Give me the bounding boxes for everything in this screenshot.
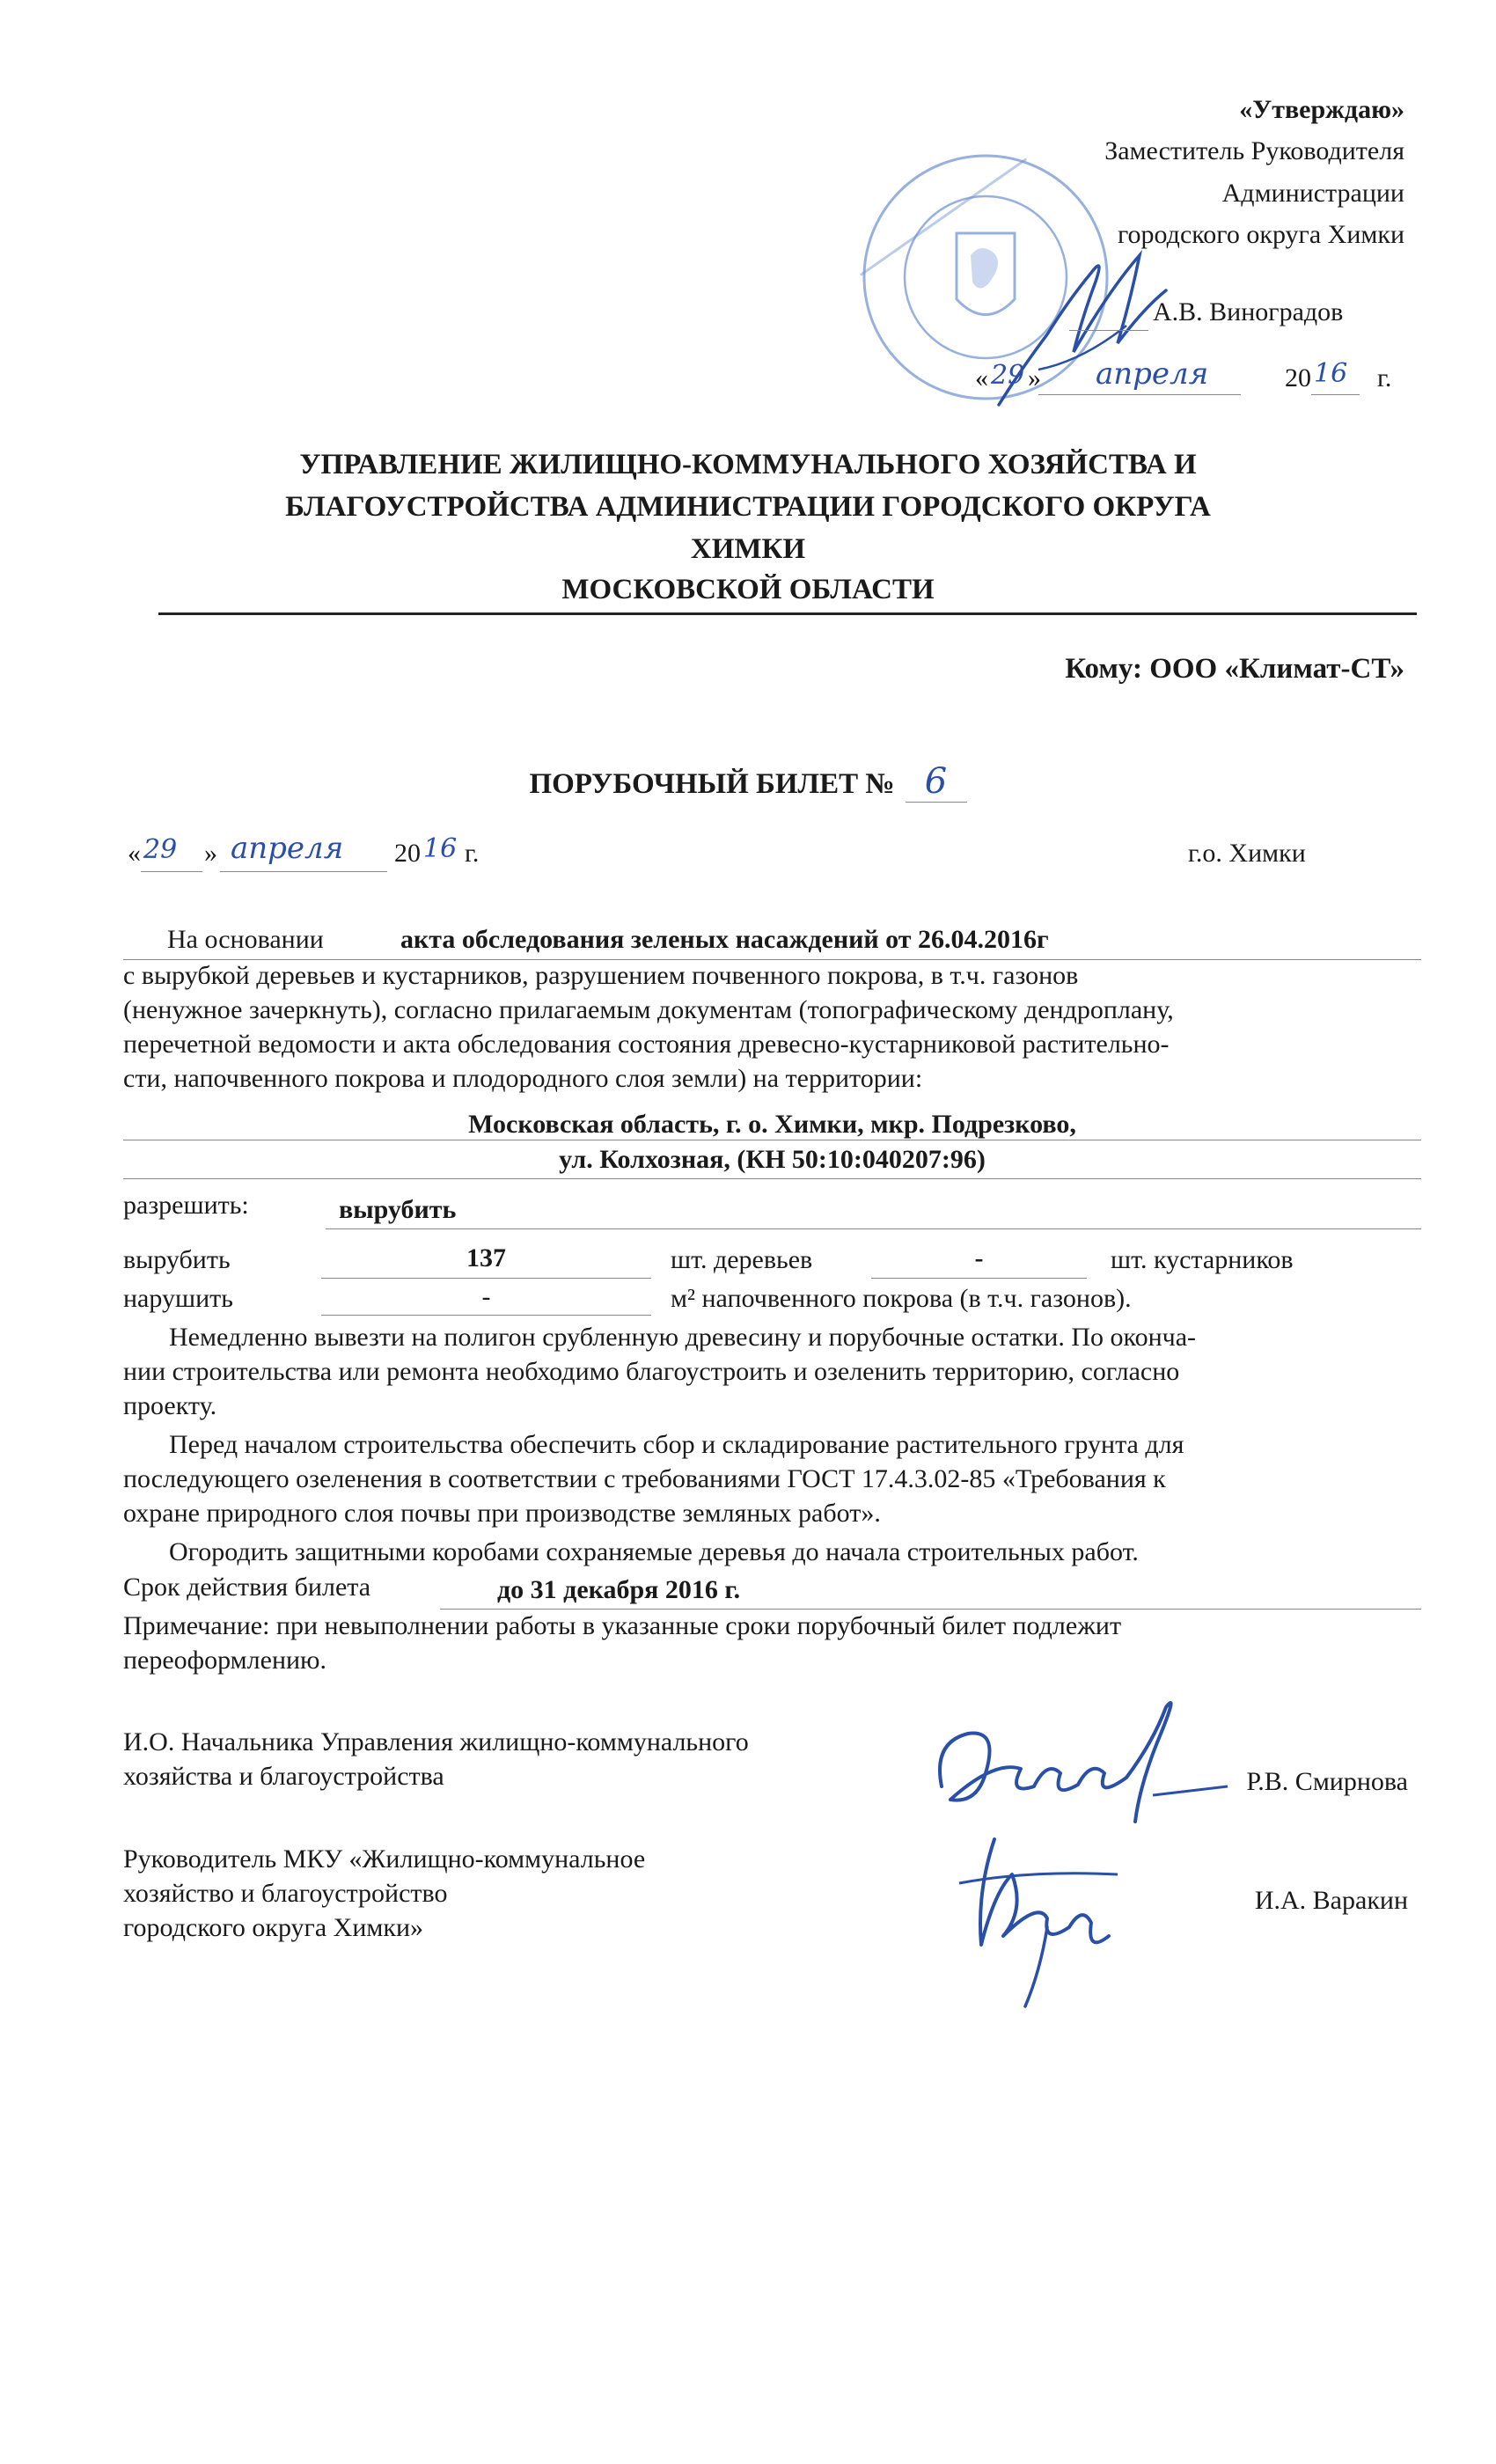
ticket-number: 6 xyxy=(906,761,967,803)
territory-line1: Московская область, г. о. Химки, мкр. Подрезково, xyxy=(468,1110,1076,1139)
signatory1-title-line2: хозяйства и благоустройства xyxy=(123,1762,444,1791)
signatory1-title-line1: И.О. Начальника Управления жилищно-коммунального xyxy=(123,1727,749,1756)
recipient: Кому: ООО «Климат-СТ» xyxy=(1065,653,1404,685)
cut-shrubs-unit: шт. кустарников xyxy=(1111,1245,1294,1274)
issue-place: г.о. Химки xyxy=(1188,839,1306,868)
signatory2-title-line1: Руководитель МКУ «Жилищно-коммунальное xyxy=(123,1844,646,1874)
instr-p2-line1: Немедленно вывезти на полигон срубленную древесину и порубочные остатки. По оконча- xyxy=(169,1323,1197,1352)
instr-p3-line3: охране природного слоя почвы при производстве земляных работ». xyxy=(123,1499,881,1528)
basis-value: акта обследования зеленых насаждений от 26.04.2016г xyxy=(400,925,1049,954)
body-line2: (ненужное зачеркнуть), согласно прилагаемым документам (топографическому дендроплану, xyxy=(123,995,1174,1024)
approval-date-open-quote: « xyxy=(975,363,988,392)
ticket-title-row xyxy=(0,761,1496,803)
signatory2-title-line2: хозяйство и благоустройство xyxy=(123,1879,448,1908)
territory-line2: ул. Колхозная, (КН 50:10:040207:96) xyxy=(559,1145,986,1174)
cut-shrubs-count: - xyxy=(974,1243,984,1272)
body-line4: сти, напочвенного покрова и плодородного слоя земли) на территории: xyxy=(123,1064,923,1093)
approval-date-month: апреля xyxy=(1096,356,1209,392)
permit-value: вырубить xyxy=(339,1195,457,1224)
note-line1: Примечание: при невыполнении работы в указанные сроки порубочный билет подлежит xyxy=(123,1611,1122,1640)
disturb-unit: м² напочвенного покрова (в т.ч. газонов). xyxy=(671,1284,1132,1313)
approval-position-line3: городского округа Химки xyxy=(1117,220,1404,249)
approval-date-g: г. xyxy=(1377,363,1392,392)
instr-p3-line1: Перед началом строительства обеспечить сбор и складирование растительного грунта для xyxy=(169,1430,1184,1459)
approval-date-year-prefix: 20 xyxy=(1285,363,1311,392)
approval-position-line2: Администрации xyxy=(1221,179,1404,208)
approval-title: «Утверждаю» xyxy=(1239,95,1404,124)
issue-date-month: апреля xyxy=(231,831,344,866)
note-line2: переоформлению. xyxy=(123,1646,326,1675)
permit-label: разрешить: xyxy=(123,1191,249,1220)
disturb-label: нарушить xyxy=(123,1284,233,1313)
instr-p2-line2: нии строительства или ремонта необходимо благоустроить и озеленить территорию, согласно xyxy=(123,1357,1180,1386)
cut-trees-unit: шт. деревьев xyxy=(671,1245,813,1274)
approval-date-close-quote: » xyxy=(1028,363,1041,392)
issue-date-year-suffix: 16 xyxy=(423,833,458,864)
approval-position-line1: Заместитель Руководителя xyxy=(1104,136,1404,165)
basis-label: На основании xyxy=(167,925,324,954)
cut-trees-count: 137 xyxy=(466,1243,506,1272)
instr-p2-line3: проекту. xyxy=(123,1391,217,1420)
issue-date-open-quote: « xyxy=(128,839,141,868)
issue-date-g: г. xyxy=(465,839,480,868)
body-line1: с вырубкой деревьев и кустарников, разрушением почвенного покрова, в т.ч. газонов xyxy=(123,961,1079,990)
signatory2-title-line3: городского округа Химки» xyxy=(123,1913,424,1942)
org-header-line2: БЛАГОУСТРОЙСТВА АДМИНИСТРАЦИИ ГОРОДСКОГО ОКРУГА xyxy=(285,491,1211,523)
org-header-line4: МОСКОВСКОЙ ОБЛАСТИ xyxy=(561,574,935,605)
issue-date-day: 29 xyxy=(143,834,178,865)
signatory2-name: И.А. Варакин xyxy=(1254,1886,1408,1915)
approval-date-day: 29 xyxy=(991,360,1025,391)
instr-p4-line1: Огородить защитными коробами сохраняемые деревья до начала строительных работ. xyxy=(169,1537,1139,1566)
instr-p3-line2: последующего озеленения в соответствии с требованиями ГОСТ 17.4.3.02-85 «Требования к xyxy=(123,1464,1166,1493)
body-line3: перечетной ведомости и акта обследования состояния древесно-кустарниковой растительно- xyxy=(123,1030,1170,1059)
validity-label: Срок действия билета xyxy=(123,1573,371,1602)
issue-date-year-prefix: 20 xyxy=(394,839,421,868)
org-header-line1: УПРАВЛЕНИЕ ЖИЛИЩНО-КОММУНАЛЬНОГО ХОЗЯЙСТВА И xyxy=(299,449,1197,480)
approval-signer: А.В. Виноградов xyxy=(1153,297,1344,326)
signatory1-name: Р.В. Смирнова xyxy=(1246,1767,1408,1796)
disturb-value: - xyxy=(481,1282,491,1311)
issue-date-close-quote: » xyxy=(204,839,217,868)
ticket-title: ПОРУБОЧНЫЙ БИЛЕТ № xyxy=(529,768,895,800)
validity-value: до 31 декабря 2016 г. xyxy=(497,1575,741,1604)
signature-varakin xyxy=(942,1822,1135,2015)
org-header-line3: ХИМКИ xyxy=(690,533,806,565)
header-divider xyxy=(158,612,1417,615)
approval-date-year-suffix: 16 xyxy=(1314,358,1348,389)
cut-label: вырубить xyxy=(123,1245,231,1274)
